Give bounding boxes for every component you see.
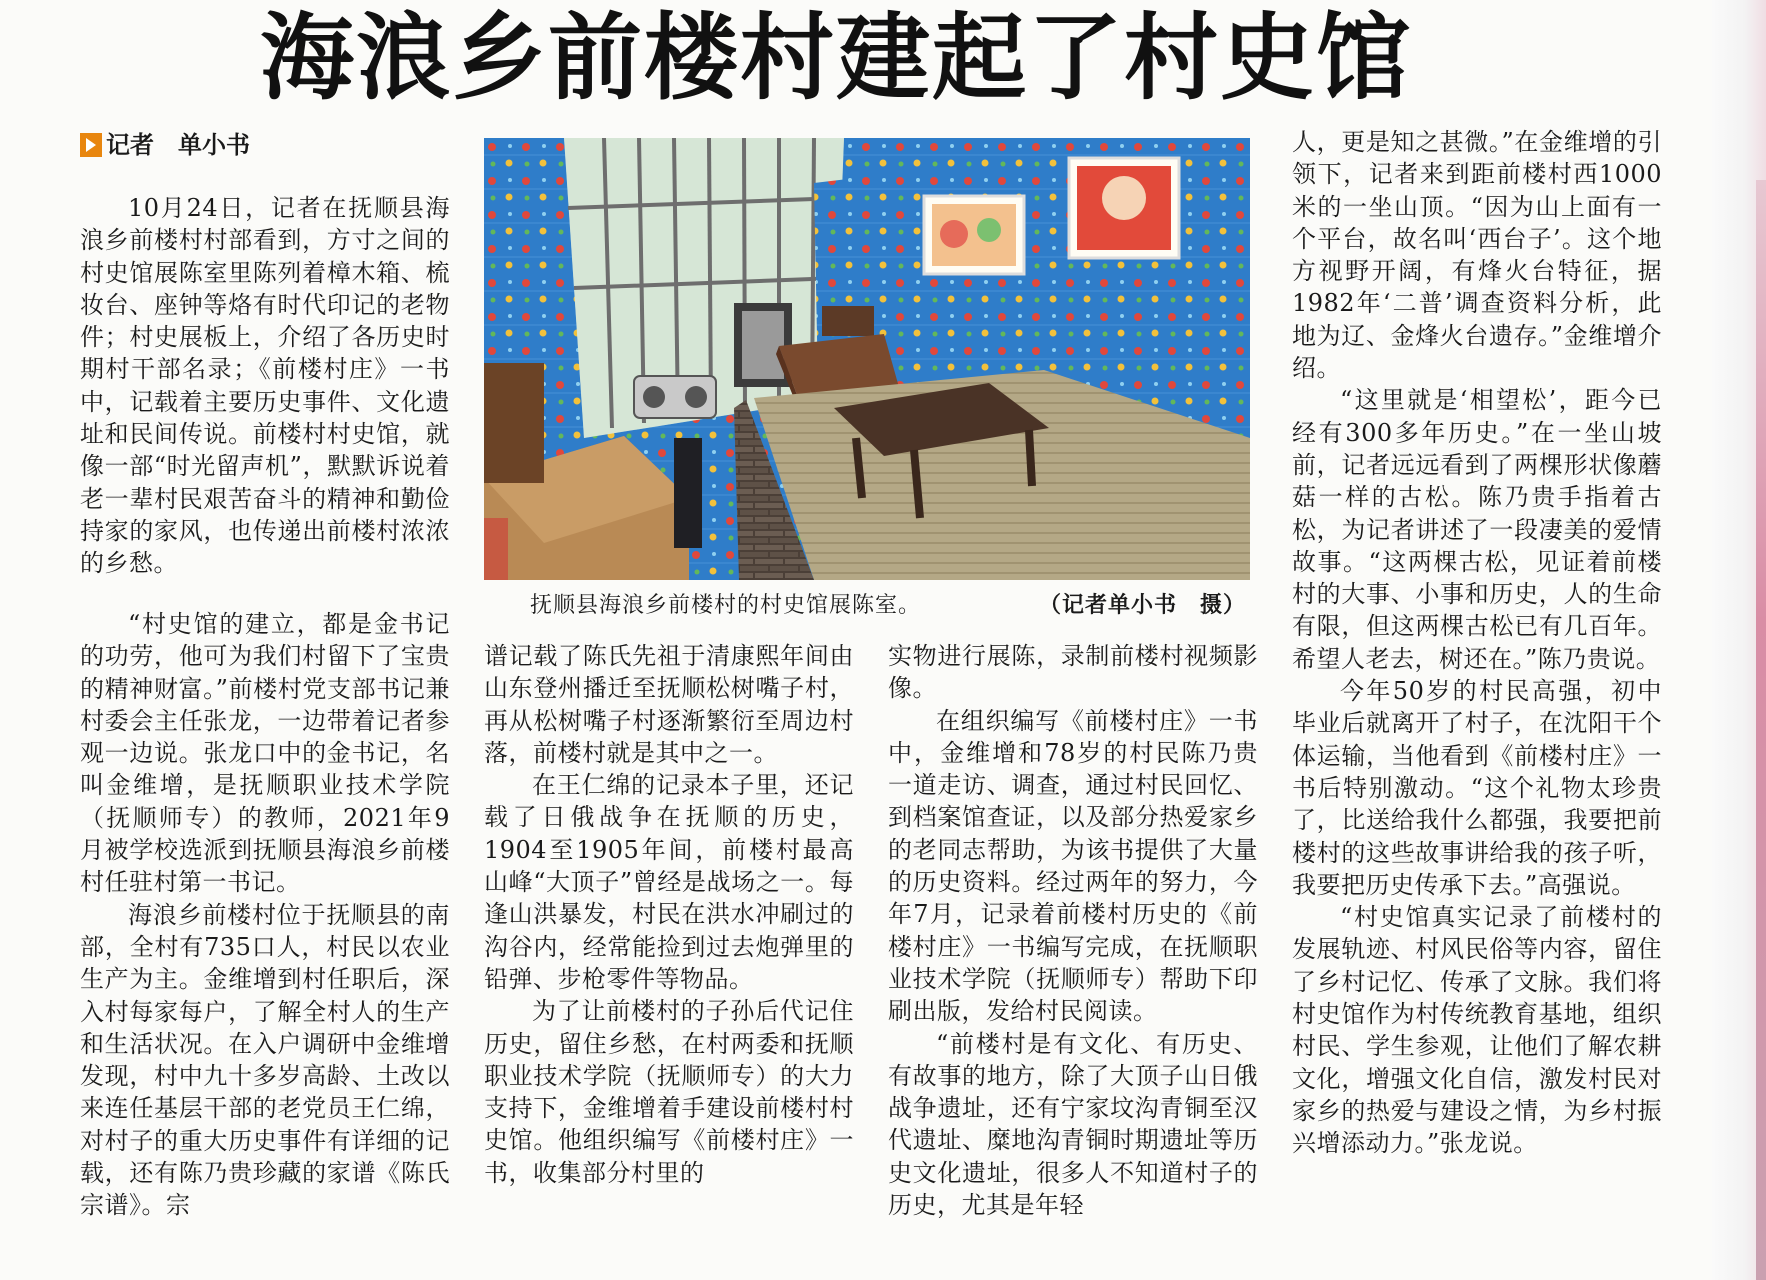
article-column-2 (484, 640, 854, 1266)
byline (80, 128, 250, 162)
headline: 海浪乡前楼村建起了村史馆 (260, 4, 1413, 113)
article-column-3 (888, 640, 1258, 1266)
article-paragraph: “村史馆的建立，都是金书记的功劳，他可为我们村留下了宝贵的精神财富。”前楼村党支部书记兼村委会主任张龙，一边带着记者参观一边说。张龙口中的金书记，名叫金维增，是抚顺职业技术学院（抚顺师专）的教师，2021年9月被学校选派到抚顺县海浪乡前楼村任驻村第一书记。 (80, 610, 450, 897)
article-paragraph: “这里就是‘相望松’，距今已经有300多年历史。”在一坐山坡前，记者远远看到了两棵形状像蘑菇一样的古松。陈乃贵手指着古松，为记者讲述了一段凄美的爱情故事。“这两棵古松，见证着前楼村的大事、小事和历史，人的生命有限，但这两棵古松已有几百年。希望人老去，树还在。”陈乃贵说。 (1292, 386, 1662, 673)
photo-caption (484, 588, 1254, 624)
article-paragraph-continued: 谱记载了陈氏先祖于清康熙年间由山东登州播迁至抚顺松树嘴子村，再从松树嘴子村逐渐繁衍至周边村落，前楼村就是其中之一。 (484, 642, 854, 767)
article-paragraph: 海浪乡前楼村位于抚顺县的南部，全村有735口人，村民以农业生产为主。金维增到村任职后，深入村每家每户，了解全村人的生产和生活状况。在入户调研中金维增发现，村中九十多岁高龄、土改以来连任基层干部的老党员王仁绵，对村子的重大历史事件有详细的记载，还有陈乃贵珍藏的家谱《陈氏宗谱》。宗 (80, 900, 450, 1220)
byline-name: 单小书 (178, 131, 250, 159)
article-column-1-top (80, 192, 450, 610)
article-paragraph: 今年50岁的村民高强，初中毕业后就离开了村子，在沈阳干个体运输，当他看到《前楼村庄》一书后特别激动。“这个礼物太珍贵了，比送给我什么都强，我要把前楼村的这些故事讲给我的孩子听，我要把历史传承下去。”高强说。 (1292, 677, 1662, 899)
article-paragraph: 在王仁绵的记录本子里，还记载了日俄战争在抚顺的历史，1904至1905年间，前楼村最高山峰“大顶子”曾经是战场之一。每逢山洪暴发，村民在洪水冲刷过的沟谷内，经常能捡到过去炮弹里的铅弹、步枪零件等物品。 (484, 771, 854, 993)
article-paragraph: 10月24日，记者在抚顺县海浪乡前楼村村部看到，方寸之间的村史馆展陈室里陈列着樟木箱、梳妆台、座钟等烙有时代印记的老物件；村史展板上，介绍了各历史时期村干部名录；《前楼村庄》一书中，记载着主要历史事件、文化遗址和民间传说。前楼村村史馆，就像一部“时光留声机”，默默诉说着老一辈村民艰苦奋斗的精神和勤俭持家的家风，也传递出前楼村浓浓的乡愁。 (80, 194, 450, 578)
adjacent-page-edge (1712, 0, 1766, 1280)
article-column-1-bottom (80, 608, 450, 1268)
article-paragraph: “前楼村是有文化、有历史、有故事的地方，除了大顶子山日俄战争遗址，还有宁家坟沟青铜至汉代遗址、糜地沟青铜时期遗址等历史文化遗址，很多人不知道村子的历史，尤其是年轻 (888, 1029, 1258, 1220)
caption-text: 抚顺县海浪乡前楼村的村史馆展陈室。 (530, 593, 922, 618)
article-photo (484, 138, 1250, 580)
photo-credit: （记者单小书 摄） (1038, 593, 1246, 618)
byline-role: 记者 (106, 131, 154, 159)
page-edge-strip (1756, 180, 1766, 1280)
article-paragraph: 在组织编写《前楼村庄》一书中，金维增和78岁的村民陈乃贵一道走访、调查，通过村民回忆、到档案馆查证，以及部分热爱家乡的老同志帮助，为该书提供了大量的历史资料。经过两年的努力，今年7月，记录着前楼村历史的《前楼村庄》一书编写完成，在抚顺职业技术学院（抚顺师专）帮助下印刷出版，发给村民阅读。 (888, 706, 1258, 1026)
article-paragraph: “村史馆真实记录了前楼村的发展轨迹、村风民俗等内容，留住了乡村记忆、传承了文脉。我们将村史馆作为村传统教育基地，组织村民、学生参观，让他们了解农耕文化，增强文化自信，激发村民对家乡的热爱与建设之情，为乡村振兴增添动力。”张龙说。 (1292, 903, 1662, 1158)
article-paragraph-continued: 实物进行展陈，录制前楼村视频影像。 (888, 642, 1258, 703)
article-paragraph: 为了让前楼村的子孙后代记住历史，留住乡愁，在村两委和抚顺职业技术学院（抚顺师专）的大力支持下，金维增着手建设前楼村村史馆。他组织编写《前楼村庄》一书，收集部分村里的 (484, 997, 854, 1187)
article-paragraph-continued: 人，更是知之甚微。”在金维增的引领下，记者来到距前楼村西1000米的一坐山顶。“因为山上面有一个平台，故名叫‘西台子’。这个地方视野开阔，有烽火台特征，据1982年‘二普’调查资料分析，此地为辽、金烽火台遗存。”金维增介绍。 (1292, 128, 1662, 383)
article-column-4 (1292, 126, 1662, 1266)
byline-marker-icon (80, 133, 102, 157)
